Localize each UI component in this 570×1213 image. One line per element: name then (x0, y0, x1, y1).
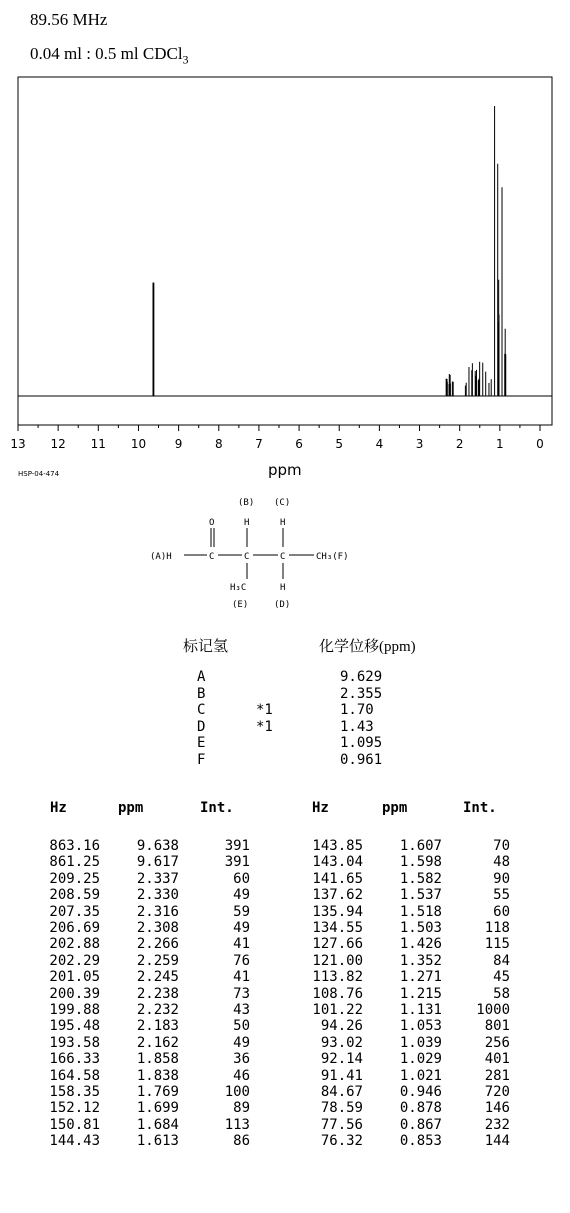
structure-label-a: (A)H (150, 552, 172, 562)
peak-cell-right-7-1: 1.352 (399, 952, 442, 969)
peak-cell-left-5-2: 49 (233, 920, 250, 936)
peak-cell-left-3-2: 49 (233, 887, 250, 904)
peak-cell-right-6-1: 1.426 (399, 936, 442, 953)
peak-cell-left-12-0: 193.58 (49, 1034, 100, 1051)
x-tick-label-2: 2 (455, 437, 464, 451)
peak-cell-left-7-2: 76 (233, 952, 250, 969)
peak-cell-left-16-2: 89 (233, 1100, 250, 1117)
peak-cell-right-12-1: 1.039 (399, 1034, 442, 1051)
peak-cell-right-18-2: 144 (484, 1133, 510, 1150)
peak-cell-left-4-1: 2.316 (136, 903, 179, 920)
structure-label-c: (C) (274, 498, 291, 508)
peak-cell-left-11-2: 50 (233, 1018, 250, 1035)
peak-cell-left-14-1: 1.838 (136, 1067, 179, 1084)
assignment-note-2: *1 (256, 702, 273, 719)
peak-cell-right-7-0: 121.00 (312, 952, 363, 969)
assignment-shift-5: 0.961 (340, 752, 383, 768)
peak-cell-left-11-0: 195.48 (49, 1018, 100, 1035)
peak-cell-right-14-0: 91.41 (320, 1067, 363, 1084)
x-axis-ticks (10, 425, 543, 451)
molecule-structure (140, 495, 380, 620)
peak-header-ppm-2: ppm (382, 800, 408, 816)
peak-cell-left-8-0: 201.05 (49, 969, 100, 986)
x-tick-label-4: 4 (375, 437, 384, 451)
peak-header-int-2: Int. (463, 800, 497, 816)
x-tick-label-5: 5 (335, 437, 344, 451)
peak-cell-left-2-0: 209.25 (49, 870, 100, 887)
peak-cell-left-16-1: 1.699 (136, 1100, 179, 1117)
peak-cell-left-17-2: 113 (224, 1116, 250, 1133)
peak-cell-left-9-0: 200.39 (49, 985, 100, 1002)
peak-cell-left-13-0: 166.33 (49, 1051, 100, 1068)
peak-header-hz-2: Hz (312, 800, 329, 816)
peak-cell-left-17-1: 1.684 (136, 1116, 179, 1133)
sample-concentration (30, 44, 189, 67)
peak-cell-left-14-2: 46 (233, 1067, 250, 1084)
x-tick-label-0: 0 (536, 437, 544, 451)
assignment-label-5: F (197, 752, 206, 768)
peak-cell-right-11-0: 94.26 (320, 1018, 363, 1035)
peak-cell-right-11-2: 801 (484, 1018, 510, 1035)
peak-cell-right-15-0: 84.67 (320, 1084, 363, 1100)
peak-cell-left-6-2: 41 (233, 936, 250, 953)
sample-concentration-subscript: 3 (182, 52, 189, 67)
peak-cell-left-11-1: 2.183 (136, 1018, 179, 1035)
assignment-shift-4: 1.095 (340, 735, 383, 752)
peak-cell-right-13-2: 401 (484, 1051, 510, 1068)
peak-cell-right-14-1: 1.021 (399, 1067, 442, 1084)
peak-header-int-1: Int. (200, 800, 234, 816)
peak-cell-right-3-1: 1.537 (399, 887, 442, 904)
peak-cell-left-2-1: 2.337 (136, 870, 179, 887)
peak-cell-right-6-2: 115 (484, 936, 510, 953)
peak-cell-right-17-0: 77.56 (320, 1116, 363, 1133)
peak-cell-right-10-0: 101.22 (312, 1002, 363, 1018)
sample-concentration-text: 0.04 ml : 0.5 ml CDCl (30, 44, 183, 63)
peak-cell-left-7-0: 202.29 (49, 952, 100, 969)
peak-cell-right-8-2: 45 (493, 969, 510, 986)
peak-cell-right-5-0: 134.55 (312, 920, 363, 936)
peak-cell-left-1-0: 861.25 (49, 854, 100, 871)
peak-cell-right-17-2: 232 (484, 1116, 510, 1133)
peak-cell-right-4-2: 60 (493, 903, 510, 920)
peak-cell-right-1-1: 1.598 (399, 854, 442, 871)
peak-cell-right-4-1: 1.518 (399, 903, 442, 920)
assignment-label-1: B (197, 685, 206, 702)
structure-atom-o: O (209, 518, 215, 528)
structure-label-e: (E) (232, 600, 249, 610)
peak-cell-left-0-1: 9.638 (136, 838, 179, 854)
x-tick-label-7: 7 (255, 437, 263, 451)
peak-cell-left-5-1: 2.308 (136, 920, 179, 936)
peak-cell-right-13-1: 1.029 (399, 1051, 442, 1068)
peak-cell-left-14-0: 164.58 (49, 1067, 100, 1084)
peak-cell-right-18-1: 0.853 (399, 1133, 442, 1150)
peak-cell-right-0-0: 143.85 (312, 838, 363, 854)
structure-atom-h3c: H₃C (230, 583, 247, 593)
assignment-label-2: C (197, 702, 206, 719)
peak-cell-left-6-1: 2.266 (136, 936, 179, 953)
peak-cell-left-6-0: 202.88 (49, 936, 100, 953)
peak-cell-right-16-0: 78.59 (320, 1100, 363, 1117)
structure-label-b: (B) (238, 498, 255, 508)
peak-cell-left-12-1: 2.162 (136, 1034, 179, 1051)
assignment-shift-0: 9.629 (340, 669, 383, 685)
peak-cell-right-10-2: 1000 (476, 1002, 510, 1018)
peak-cell-right-9-0: 108.76 (312, 985, 363, 1002)
peak-cell-left-18-0: 144.43 (49, 1133, 100, 1150)
peak-cell-left-17-0: 150.81 (49, 1116, 100, 1133)
peak-cell-right-8-0: 113.82 (312, 969, 363, 986)
peak-cell-right-16-1: 0.878 (399, 1100, 442, 1117)
peak-cell-right-10-1: 1.131 (399, 1002, 442, 1018)
peak-cell-left-10-2: 43 (233, 1002, 250, 1018)
peak-cell-left-4-2: 59 (233, 903, 250, 920)
peak-cell-right-12-2: 256 (484, 1034, 510, 1051)
assignment-header-label: 标记氢 (183, 639, 229, 655)
nmr-spectrum-chart (0, 70, 570, 470)
peak-cell-right-16-2: 146 (484, 1100, 510, 1117)
peak-cell-right-0-2: 70 (493, 838, 510, 854)
structure-label-d: (D) (274, 600, 291, 610)
peak-cell-right-5-1: 1.503 (399, 920, 442, 936)
peak-cell-right-12-0: 93.02 (320, 1034, 363, 1051)
peak-cell-left-0-0: 863.16 (49, 838, 100, 854)
peak-cell-left-5-0: 206.69 (49, 920, 100, 936)
peak-cell-right-6-0: 127.66 (312, 936, 363, 953)
peak-cell-right-0-1: 1.607 (399, 838, 442, 854)
peak-cell-left-3-0: 208.59 (49, 887, 100, 904)
peak-cell-right-1-2: 48 (493, 854, 510, 871)
peak-cell-right-2-1: 1.582 (399, 870, 442, 887)
structure-atom-c3: C (280, 552, 286, 562)
peak-cell-left-9-1: 2.238 (136, 985, 179, 1002)
peak-cell-left-12-2: 49 (233, 1034, 250, 1051)
spectrum-code: HSP-04-474 (18, 470, 60, 478)
x-tick-label-8: 8 (214, 437, 223, 451)
assignment-shift-1: 2.355 (340, 685, 383, 702)
peak-cell-left-9-2: 73 (233, 985, 250, 1002)
peak-cell-right-2-0: 141.65 (312, 870, 363, 887)
peak-cell-right-9-2: 58 (493, 985, 510, 1002)
peak-cell-right-15-1: 0.946 (399, 1084, 442, 1100)
x-tick-label-12: 12 (50, 437, 66, 451)
x-axis-label: ppm (268, 461, 302, 479)
peak-cell-right-4-0: 135.94 (312, 903, 363, 920)
peak-cell-left-16-0: 152.12 (49, 1100, 100, 1117)
x-tick-label-10: 10 (130, 437, 147, 451)
peak-cell-left-15-1: 1.769 (136, 1084, 179, 1100)
peak-cell-left-13-2: 36 (233, 1051, 250, 1068)
peak-header-ppm-1: ppm (118, 800, 144, 816)
assignment-note-3: *1 (256, 718, 273, 735)
structure-atom-c1: C (209, 552, 215, 562)
structure-atom-h-b: H (244, 518, 250, 528)
peak-cell-left-3-1: 2.330 (136, 887, 179, 904)
peak-cell-left-1-1: 9.617 (136, 854, 179, 871)
x-tick-label-11: 11 (90, 437, 106, 451)
assignment-header-shift: 化学位移(ppm) (319, 639, 416, 655)
peak-cell-right-7-2: 84 (493, 952, 510, 969)
x-tick-label-6: 6 (295, 437, 303, 451)
structure-atom-c2: C (244, 552, 250, 562)
peak-cell-left-10-1: 2.232 (136, 1002, 179, 1018)
peak-cell-left-10-0: 199.88 (49, 1002, 100, 1018)
peak-cell-left-0-2: 391 (224, 838, 250, 854)
peak-cell-right-1-0: 143.04 (312, 854, 363, 871)
peak-cell-right-18-0: 76.32 (320, 1133, 363, 1150)
assignment-label-0: A (197, 669, 206, 685)
peak-cell-left-15-2: 100 (224, 1084, 250, 1100)
peak-cell-right-8-1: 1.271 (399, 969, 442, 986)
peak-cell-left-18-2: 86 (233, 1133, 250, 1150)
assignment-label-3: D (197, 718, 206, 735)
peak-cell-right-5-2: 118 (484, 920, 510, 936)
structure-label-f: CH₃(F) (316, 552, 349, 562)
peak-cell-right-2-2: 90 (493, 870, 510, 887)
peak-layer (153, 106, 506, 396)
x-tick-label-13: 13 (10, 437, 26, 451)
peak-cell-right-14-2: 281 (484, 1067, 510, 1084)
structure-atom-h-c: H (280, 518, 286, 528)
x-tick-label-9: 9 (174, 437, 183, 451)
peak-cell-left-2-2: 60 (233, 870, 250, 887)
peak-cell-right-11-1: 1.053 (399, 1018, 442, 1035)
peak-cell-left-4-0: 207.35 (49, 903, 100, 920)
peak-cell-right-3-0: 137.62 (312, 887, 363, 904)
assignment-shift-2: 1.70 (340, 702, 374, 719)
peak-cell-left-13-1: 1.858 (136, 1051, 179, 1068)
x-tick-label-1: 1 (496, 437, 504, 451)
peak-cell-left-7-1: 2.259 (136, 952, 179, 969)
assignment-label-4: E (197, 735, 206, 752)
peak-header-hz-1: Hz (50, 800, 67, 816)
peak-cell-right-9-1: 1.215 (399, 985, 442, 1002)
peak-cell-left-8-1: 2.245 (136, 969, 179, 986)
assignment-shift-3: 1.43 (340, 718, 374, 735)
spectrometer-frequency: 89.56 MHz (30, 10, 108, 29)
peak-cell-right-13-0: 92.14 (320, 1051, 363, 1068)
peak-cell-right-17-1: 0.867 (399, 1116, 442, 1133)
peak-cell-left-1-2: 391 (224, 854, 250, 871)
x-tick-label-3: 3 (415, 437, 424, 451)
peak-cell-left-8-2: 41 (233, 969, 250, 986)
peak-cell-left-15-0: 158.35 (49, 1084, 100, 1100)
peak-cell-right-3-2: 55 (493, 887, 510, 904)
peak-cell-right-15-2: 720 (484, 1084, 510, 1100)
peak-cell-left-18-1: 1.613 (136, 1133, 179, 1150)
structure-atom-h-d: H (280, 583, 286, 593)
